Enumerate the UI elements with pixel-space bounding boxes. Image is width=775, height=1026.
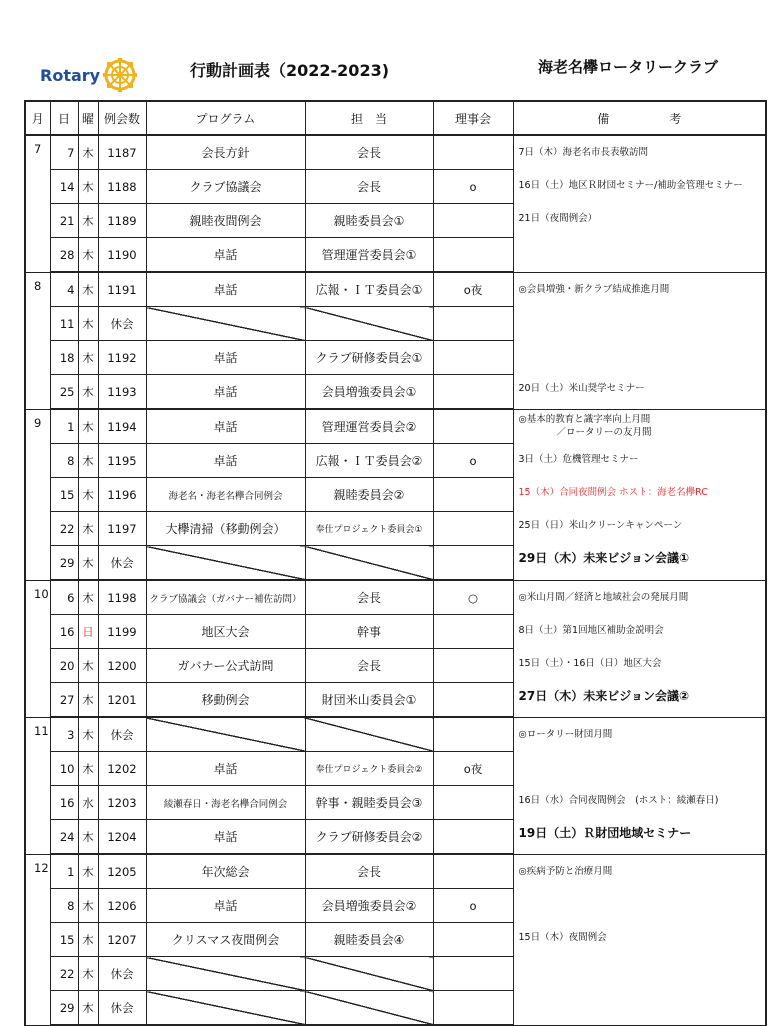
note-line: 8日（土）第1回地区補助金説明会 [518,624,664,636]
note-line: 19日（土）Ｒ財団地域セミナー [518,825,692,840]
responsible-cell: 親睦委員会① [305,204,433,238]
day-cell: 18 [50,341,78,375]
header-weekday: 曜 [78,101,98,135]
month-cell: 7 [25,135,50,272]
responsible-cell: 会長 [305,649,433,683]
note-line: 15日（木）夜間例会 [518,931,607,943]
meeting-number-cell: 1197 [98,512,146,546]
board-meeting-cell [433,135,513,170]
note-line: 7日（木）海老名市長表敬訪問 [518,147,649,158]
responsible-cell [305,307,433,341]
day-cell: 8 [50,889,78,923]
day-cell: 1 [50,409,78,444]
meeting-number-cell: 1190 [98,238,146,273]
weekday-cell: 木 [78,444,98,478]
month-cell: 12 [25,854,50,1025]
weekday-cell: 木 [78,717,98,752]
responsible-cell [305,717,433,752]
weekday-cell: 木 [78,307,98,341]
board-meeting-cell [433,786,513,820]
board-meeting-cell [433,820,513,855]
meeting-number-cell: 1195 [98,444,146,478]
program-cell [146,307,305,341]
day-cell: 8 [50,444,78,478]
note-line [519,954,766,987]
note-line [519,987,766,1020]
note-line [519,751,766,784]
meeting-number-cell: 1188 [98,170,146,204]
month-cell: 8 [25,272,50,409]
program-cell: 卓話 [146,341,305,375]
weekday-cell: 木 [78,512,98,546]
program-cell: 卓話 [146,820,305,855]
meeting-number-cell: 1201 [98,683,146,718]
note-line: 3日（土）危機管理セミナー [518,453,639,465]
note-line [519,888,766,921]
board-meeting-cell [433,478,513,512]
meeting-number-cell: 1205 [98,854,146,889]
meeting-number-cell: 1191 [98,272,146,307]
note-line [519,339,766,372]
program-cell: 卓話 [146,272,305,307]
day-cell: 20 [50,649,78,683]
weekday-cell: 木 [78,991,98,1026]
day-cell: 25 [50,375,78,410]
day-cell: 29 [50,991,78,1026]
weekday-cell: 木 [78,580,98,615]
table-row [25,409,766,444]
responsible-cell [305,991,433,1026]
weekday-cell: 木 [78,957,98,991]
day-cell: 22 [50,957,78,991]
notes-cell [513,272,766,409]
weekday-cell: 木 [78,889,98,923]
meeting-number-cell: 1198 [98,580,146,615]
board-meeting-cell [433,957,513,991]
weekday-cell: 木 [78,854,98,889]
action-plan-table [24,100,767,1026]
board-meeting-cell: o [433,444,513,478]
day-cell: 15 [50,923,78,957]
program-cell [146,546,305,581]
meeting-number-cell: 休会 [98,957,146,991]
program-cell: クラブ協議会（ガバナー補佐訪問） [146,580,305,615]
day-cell: 1 [50,854,78,889]
note-line: ◎米山月間／経済と地域社会の発展月間 [518,591,689,603]
day-cell: 15 [50,478,78,512]
meeting-number-cell: 1196 [98,478,146,512]
note-line: 29日（木）未来ビジョン会議① [518,550,690,565]
program-cell: クラブ協議会 [146,170,305,204]
responsible-cell: 会長 [305,854,433,889]
table-row [25,580,766,615]
day-cell: 28 [50,238,78,273]
board-meeting-cell: o夜 [433,272,513,307]
board-meeting-cell: o [433,170,513,204]
meeting-number-cell: 1194 [98,409,146,444]
header-board-meeting: 理事会 [433,101,513,135]
program-cell: 卓話 [146,409,305,444]
responsible-cell: クラブ研修委員会① [305,341,433,375]
program-cell: 海老名・海老名欅合同例会 [146,478,305,512]
meeting-number-cell: 1204 [98,820,146,855]
responsible-cell: 会長 [305,135,433,170]
responsible-cell [305,546,433,581]
document-title: 行動計画表（2022-2023) [190,61,390,80]
board-meeting-cell [433,204,513,238]
weekday-cell: 木 [78,204,98,238]
note-line: ◎基本的教育と識字率向上月間 ／ロータリーの友月間 [518,413,652,438]
month-cell: 10 [25,580,50,717]
weekday-cell: 木 [78,820,98,855]
rotary-logo-text: Rotary [40,65,101,85]
club-name: 海老名欅ロータリークラブ [538,58,719,76]
responsible-cell: 財団米山委員会① [305,683,433,718]
responsible-cell: 幹事・親睦委員会③ [305,786,433,820]
header-month: 月 [25,101,50,135]
board-meeting-cell: ○ [433,580,513,615]
meeting-number-cell: 休会 [98,717,146,752]
responsible-cell: 親睦委員会② [305,478,433,512]
weekday-cell: 木 [78,923,98,957]
program-cell: ガバナー公式訪問 [146,649,305,683]
meeting-number-cell: 1206 [98,889,146,923]
table-row [25,717,766,752]
note-line: 25日（日）米山クリーンキャンペーン [518,519,683,531]
weekday-cell: 木 [78,546,98,581]
board-meeting-cell: o夜 [433,752,513,786]
meeting-number-cell: 休会 [98,546,146,581]
header-day: 日 [50,101,78,135]
month-cell: 9 [25,409,50,580]
table-row [25,272,766,307]
weekday-cell: 木 [78,375,98,410]
note-line: 15（木）合同夜間例会 ホスト：海老名欅RC [518,486,708,498]
meeting-number-cell: 1202 [98,752,146,786]
day-cell: 3 [50,717,78,752]
rotary-logo [40,58,137,92]
header-notes: 備 考 [513,101,766,135]
meeting-number-cell: 休会 [98,991,146,1026]
note-line: ◎会員増強・新クラブ結成推進月間 [518,283,670,295]
rotary-wheel-icon [103,58,137,92]
program-cell: 卓話 [146,889,305,923]
board-meeting-cell [433,615,513,649]
program-cell: 卓話 [146,752,305,786]
responsible-cell [305,957,433,991]
board-meeting-cell [433,991,513,1026]
board-meeting-cell: o [433,889,513,923]
program-cell [146,957,305,991]
responsible-cell: 広報・ＩＴ委員会① [305,272,433,307]
responsible-cell: 管理運営委員会② [305,409,433,444]
program-cell: 卓話 [146,238,305,273]
weekday-cell: 木 [78,238,98,273]
day-cell: 29 [50,546,78,581]
note-line: 20日（土）米山奨学セミナー [518,382,645,394]
notes-cell [513,580,766,717]
responsible-cell: 会長 [305,170,433,204]
note-line: 27日（木）未来ビジョン会議② [518,688,690,703]
day-cell: 11 [50,307,78,341]
weekday-cell: 木 [78,683,98,718]
note-line [519,235,766,268]
note-line: 15日（土）・16日（日）地区大会 [518,657,662,669]
note-line: ◎疾病予防と治療月間 [518,865,613,877]
notes-cell [513,135,766,272]
notes-cell [513,717,766,854]
day-cell: 4 [50,272,78,307]
weekday-cell: 日 [78,615,98,649]
program-cell: クリスマス夜間例会 [146,923,305,957]
weekday-cell: 木 [78,341,98,375]
program-cell: 移動例会 [146,683,305,718]
weekday-cell: 水 [78,786,98,820]
meeting-number-cell: 1207 [98,923,146,957]
weekday-cell: 木 [78,170,98,204]
program-cell: 会長方針 [146,135,305,170]
header-meeting-number: 例会数 [98,101,146,135]
responsible-cell: 管理運営委員会① [305,238,433,273]
program-cell: 年次総会 [146,854,305,889]
header-responsible: 担 当 [305,101,433,135]
note-line: 21日（夜間例会） [518,213,598,224]
day-cell: 6 [50,580,78,615]
meeting-number-cell: 1200 [98,649,146,683]
day-cell: 16 [50,786,78,820]
day-cell: 21 [50,204,78,238]
month-cell: 11 [25,717,50,854]
responsible-cell: 広報・ＩＴ委員会② [305,444,433,478]
program-cell: 卓話 [146,444,305,478]
responsible-cell: 親睦委員会④ [305,923,433,957]
program-cell [146,717,305,752]
board-meeting-cell [433,341,513,375]
board-meeting-cell [433,238,513,273]
responsible-cell: 会員増強委員会① [305,375,433,410]
table-row [25,854,766,889]
program-cell: 地区大会 [146,615,305,649]
board-meeting-cell [433,512,513,546]
notes-cell [513,409,766,580]
header-program: プログラム [146,101,305,135]
program-cell: 親睦夜間例会 [146,204,305,238]
weekday-cell: 木 [78,272,98,307]
meeting-number-cell: 1192 [98,341,146,375]
board-meeting-cell [433,307,513,341]
note-line: 16日（土）地区Ｒ財団セミナー/補助金管理セミナー [518,180,743,191]
notes-cell [513,854,766,1025]
table-body [25,135,766,1025]
meeting-number-cell: 1189 [98,204,146,238]
note-line: ◎ロータリー財団月間 [518,728,613,740]
weekday-cell: 木 [78,752,98,786]
responsible-cell: 幹事 [305,615,433,649]
board-meeting-cell [433,649,513,683]
program-cell: 大欅清掃（移動例会） [146,512,305,546]
note-line [519,306,766,339]
responsible-cell: 奉仕プロジェクト委員会① [305,512,433,546]
board-meeting-cell [433,546,513,581]
board-meeting-cell [433,717,513,752]
meeting-number-cell: 1187 [98,135,146,170]
page-header [0,0,775,95]
board-meeting-cell [433,854,513,889]
program-cell: 綾瀬春日・海老名欅合同例会 [146,786,305,820]
note-line: 16日（水）合同夜間例会 (ホスト：綾瀬春日) [518,794,719,806]
weekday-cell: 木 [78,409,98,444]
board-meeting-cell [433,683,513,718]
meeting-number-cell: 休会 [98,307,146,341]
day-cell: 24 [50,820,78,855]
responsible-cell: 奉仕プロジェクト委員会② [305,752,433,786]
meeting-number-cell: 1193 [98,375,146,410]
table-header-row [25,101,766,135]
program-cell: 卓話 [146,375,305,410]
day-cell: 7 [50,135,78,170]
day-cell: 10 [50,752,78,786]
meeting-number-cell: 1203 [98,786,146,820]
responsible-cell: クラブ研修委員会② [305,820,433,855]
meeting-number-cell: 1199 [98,615,146,649]
weekday-cell: 木 [78,478,98,512]
board-meeting-cell [433,923,513,957]
day-cell: 16 [50,615,78,649]
day-cell: 14 [50,170,78,204]
responsible-cell: 会員増強委員会② [305,889,433,923]
weekday-cell: 木 [78,649,98,683]
weekday-cell: 木 [78,135,98,170]
board-meeting-cell [433,375,513,410]
board-meeting-cell [433,409,513,444]
day-cell: 22 [50,512,78,546]
day-cell: 27 [50,683,78,718]
program-cell [146,991,305,1026]
responsible-cell: 会長 [305,580,433,615]
table-row [25,135,766,170]
